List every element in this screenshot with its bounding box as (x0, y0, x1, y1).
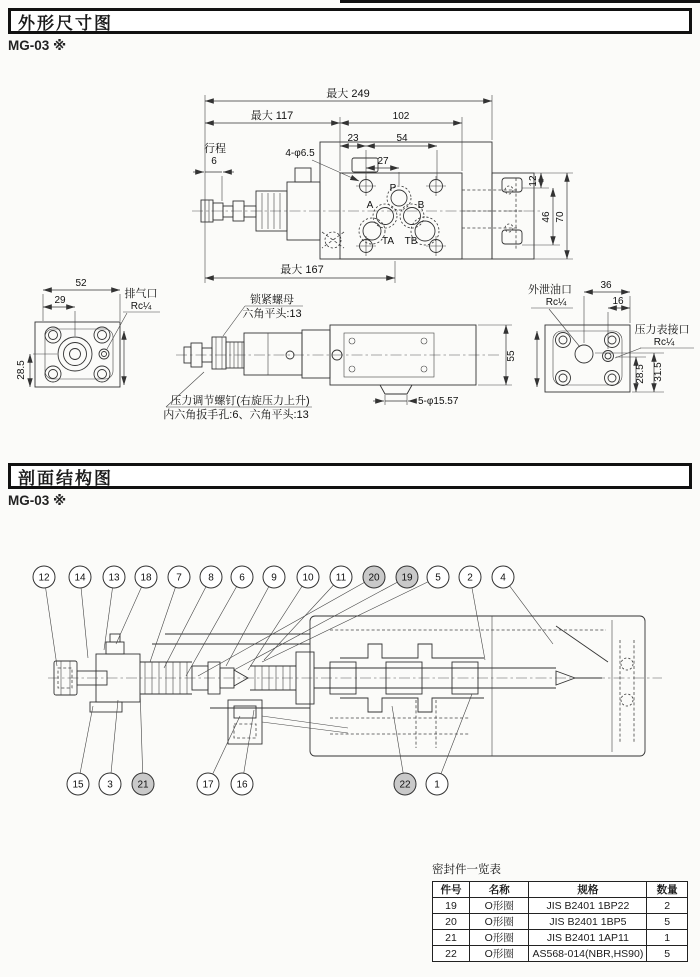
seal-table-cell: 19 (433, 898, 470, 914)
seal-table-cell: O形圈 (470, 914, 529, 930)
balloon-number: 13 (108, 572, 120, 584)
section2-header (8, 463, 692, 489)
seal-table-cell: JIS B2401 1BP5 (529, 914, 647, 930)
dim-12: 12 (528, 175, 539, 187)
port-B-label: B (417, 200, 425, 211)
port-P-label: P (389, 183, 397, 194)
seal-table-cell: JIS B2401 1AP11 (529, 930, 647, 946)
dim-27: 27 (377, 156, 389, 167)
balloon-leader-line (470, 577, 485, 660)
dim-max117: 最大 117 (250, 110, 294, 122)
balloon-number: 14 (74, 572, 86, 584)
air-port-label: 排气口 (124, 288, 158, 300)
seal-table-cell: 22 (433, 946, 470, 962)
balloon-number: 12 (38, 572, 50, 584)
balloon-5 (262, 566, 449, 662)
seal-table-header: 件号 (433, 882, 470, 898)
balloon-21 (132, 688, 154, 795)
balloon-1 (426, 694, 472, 795)
balloon-15 (67, 706, 93, 795)
balloon-number: 17 (202, 779, 214, 791)
seal-table-cell: O形圈 (470, 898, 529, 914)
dim-70: 70 (555, 211, 566, 223)
balloon-number: 16 (236, 779, 248, 791)
dim-stroke-value: 6 (211, 156, 217, 167)
balloon-number: 19 (401, 572, 413, 584)
balloon-number: 1 (434, 779, 440, 791)
balloon-leader-line (80, 577, 88, 658)
dim-102: 102 (392, 111, 410, 122)
sectional-view-parts (48, 616, 662, 756)
balloon-22 (392, 706, 416, 795)
dim-16: 16 (612, 296, 624, 307)
balloon-callouts (33, 566, 553, 795)
balloon-number: 18 (140, 572, 152, 584)
bottom-end-view (528, 280, 694, 392)
dim-31-5: 31.5 (653, 362, 664, 382)
locknut-label: 锁紧螺母 (250, 294, 294, 306)
balloon-number: 2 (467, 572, 473, 584)
balloon-number: 21 (137, 779, 149, 791)
balloon-leader-line (503, 577, 553, 644)
seal-table-header-row (433, 882, 688, 898)
balloon-leader-line (262, 577, 438, 662)
balloon-3 (99, 700, 121, 795)
balloon-leader-line (140, 688, 143, 784)
adjust-note-line2: 内六角扳手孔:6、六角平头:13 (163, 409, 309, 421)
balloon-leader-line (186, 577, 242, 676)
balloon-number: 5 (435, 572, 441, 584)
balloon-leader-line (437, 694, 472, 784)
seal-table-cell: 21 (433, 930, 470, 946)
balloon-number: 20 (368, 572, 380, 584)
balloon-12 (33, 566, 57, 666)
dim-36: 36 (600, 280, 612, 291)
gauge-port-size: Rc¼ (653, 337, 675, 348)
balloon-14 (69, 566, 91, 658)
dimension-drawing (16, 86, 694, 421)
dim-55: 55 (506, 350, 517, 362)
seal-table-cell: O形圈 (470, 930, 529, 946)
port-TA-label: TA (381, 236, 395, 247)
balloon-leader-line (150, 577, 179, 662)
section1-header (8, 8, 692, 34)
dim-max249: 最大 249 (326, 88, 370, 100)
seal-table-header: 名称 (470, 882, 529, 898)
dim-52: 52 (75, 278, 87, 289)
balloon-leader-line (110, 700, 118, 784)
balloon-number: 9 (271, 572, 277, 584)
seal-table-row (433, 898, 688, 914)
air-port-size: Rc¼ (130, 301, 152, 312)
dim-46: 46 (541, 211, 552, 223)
seal-table (432, 881, 688, 962)
seal-table-row (433, 946, 688, 962)
drain-port-size: Rc¼ (545, 297, 567, 308)
dim-23: 23 (347, 133, 359, 144)
seal-table-cell: JIS B2401 1BP22 (529, 898, 647, 914)
plan-view (192, 86, 573, 283)
dim-boss: 5-φ15.57 (418, 396, 459, 407)
dim-28-5-right: 28.5 (635, 364, 646, 384)
balloon-number: 7 (176, 572, 182, 584)
gauge-port-label: 压力表接口 (634, 324, 690, 336)
section1-title: 外形尺寸图 (18, 13, 113, 33)
drain-port-label: 外泄油口 (528, 284, 572, 296)
balloon-2 (459, 566, 485, 660)
balloon-13 (103, 566, 125, 650)
port-TB-label: TB (404, 236, 418, 247)
adjust-note-line1: 压力调节螺钉(右旋压力上升) (170, 395, 310, 407)
dim-29: 29 (54, 295, 66, 306)
balloon-leader-line (44, 577, 57, 666)
balloon-number: 15 (72, 779, 84, 791)
dim-stroke-label: 行程 (204, 143, 226, 155)
dim-max167: 最大 167 (280, 264, 324, 276)
port-A-circle (373, 204, 397, 228)
seal-table-cell: 5 (647, 914, 688, 930)
seal-table-header: 数量 (647, 882, 688, 898)
balloon-number: 3 (107, 779, 113, 791)
balloon-4 (492, 566, 553, 644)
balloon-leader-line (234, 577, 407, 670)
balloon-20 (198, 566, 385, 676)
balloon-number: 8 (208, 572, 214, 584)
balloon-number: 11 (335, 572, 347, 584)
balloon-number: 22 (399, 779, 411, 791)
seal-table-header: 规格 (529, 882, 647, 898)
section1-model-label: MG-03 ※ (8, 38, 67, 53)
dim-28-5-left: 28.5 (16, 360, 27, 380)
rear-end-view (16, 278, 160, 387)
section2-title: 剖面结构图 (18, 468, 113, 488)
balloon-16 (231, 710, 254, 795)
port-A-label: A (366, 200, 374, 211)
balloon-number: 6 (239, 572, 245, 584)
seal-table-row (433, 930, 688, 946)
balloon-19 (234, 566, 418, 670)
balloon-leader-line (164, 577, 211, 668)
seal-table-section (432, 861, 688, 962)
balloon-number: 10 (302, 572, 314, 584)
balloon-leader-line (248, 577, 308, 670)
seal-table-cell: 20 (433, 914, 470, 930)
seal-table-cell: 1 (647, 930, 688, 946)
seal-table-cell: 2 (647, 898, 688, 914)
seal-table-title: 密封件一览表 (432, 864, 501, 876)
seal-table-cell: O形圈 (470, 946, 529, 962)
locknut-spec: 六角平头:13 (242, 308, 302, 320)
balloon-leader-line (198, 577, 374, 676)
seal-table-cell: 5 (647, 946, 688, 962)
side-elevation-view (163, 292, 517, 421)
dim-54: 54 (396, 133, 408, 144)
seal-table-cell: AS568-014(NBR,HS90) (529, 946, 647, 962)
balloon-leader-line (78, 706, 93, 784)
section2-model-label: MG-03 ※ (8, 493, 67, 508)
sectional-drawing (33, 566, 662, 795)
dim-holes: 4-φ6.5 (285, 148, 315, 159)
seal-table-row (433, 914, 688, 930)
balloon-number: 4 (500, 572, 506, 584)
